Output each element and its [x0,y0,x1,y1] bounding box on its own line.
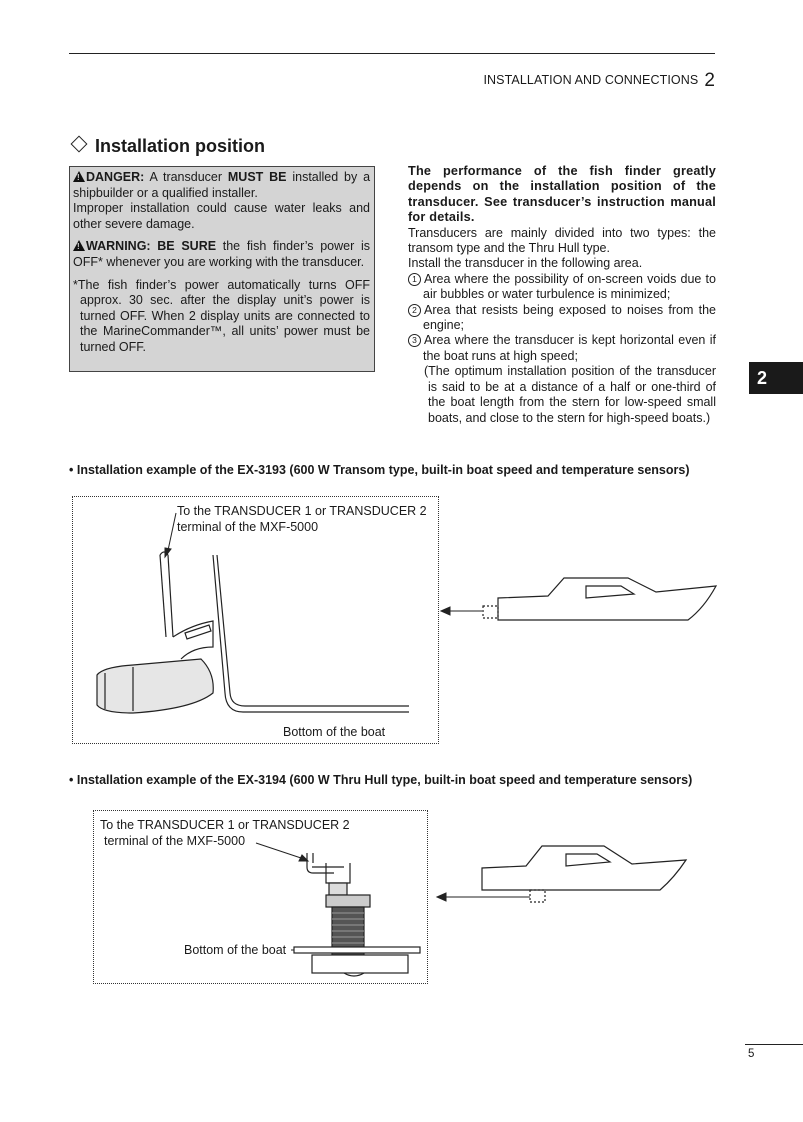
warning-text: the fish finder’s power is OFF* whenever you are working with the transducer. [73,239,370,269]
header-rule [69,53,715,54]
terminal-label-line2: terminal of the MXF-5000 [177,520,319,534]
figure-caption-ex3193: • Installation example of the EX-3193 (600 W Transom type, built-in boat speed and temperature sensors) [69,463,690,477]
terminal-label-line2: terminal of the MXF-5000 [104,834,246,848]
list-item [408,303,716,334]
chapter-tab: 2 [749,362,803,394]
boat-window [566,854,610,866]
warning-box [69,166,375,372]
danger-emphasis: MUST BE [227,170,287,184]
page-number: 5 [748,1048,755,1060]
figure-transom-diagram [72,496,439,744]
performance-lead: The performance of the fish finder greatly depends on the installation position of the transducer. See transducer’s instruction manual for details. [408,164,716,225]
list-item-text: Area where the possibility of on-screen voids due to air bubbles or water turbulence is minimized; [423,271,716,302]
optimum-position-note: (The optimum installation position of the transducer is said to be at a distance of a half or one-third of the boat length from the stern for low-speed small boats, and close to the stern for high-speed boats.) [424,364,716,425]
boat-side-view-transom [438,566,723,626]
warning-triangle-icon [73,240,85,251]
label-leader-line [256,843,304,859]
housing-nut [326,895,370,907]
transducer-cable [160,555,166,637]
running-header [483,68,715,90]
install-area-intro: Install the transducer in the following area. [408,256,643,271]
terminal-label-line1: To the TRANSDUCER 1 or TRANSDUCER 2 [100,818,350,832]
boat-side-view-thruhull [434,838,694,904]
danger-paragraph [73,170,370,232]
diamond-bullet-icon [71,136,88,153]
warning-triangle-icon [73,171,85,182]
list-item-text: Area that resists being exposed to noises from the engine; [423,302,716,333]
transducer-bracket [173,621,213,659]
boat-window [586,586,634,598]
transducer-position-marker [530,890,545,902]
arrow-left-icon [441,607,450,615]
hull-outer-line [213,555,409,712]
transducer-flange [312,955,408,973]
thruhull-cable [307,853,334,873]
gland-nut [329,883,347,895]
hull-section [294,947,420,953]
boat-hull [482,846,686,890]
section-title-text: Installation position [95,136,265,156]
bottom-of-boat-label: Bottom of the boat [184,943,287,957]
list-item-text: Area where the transducer is kept horizontal even if the boat runs at high speed; [423,333,716,363]
header-section-title: INSTALLATION AND CONNECTIONS [483,73,699,87]
circled-number: 1 [408,273,421,286]
transducer-position-marker [483,606,498,618]
power-note: *The fish finder’s power automatically turns OFF approx. 30 sec. after the display unit’s power is turned OFF. When 2 display units are connected to the MarineCommander™, all units’ power must be turned OFF. [73,277,370,354]
section-heading [69,136,265,157]
warning-label: WARNING: BE SURE [86,239,217,254]
footer-rule [745,1044,803,1045]
figure-caption-ex3194: • Installation example of the EX-3194 (600 W Thru Hull type, built-in boat speed and temperature sensors) [69,773,693,787]
danger-label: DANGER: [86,170,145,184]
hull-inner-line [217,555,409,706]
transom-transducer-drawing [73,497,440,745]
circled-number: 2 [408,304,421,317]
transducer-types: Transducers are mainly divided into two types: the transom type and the Thru Hull type. [408,225,716,256]
warning-paragraph [73,239,370,270]
list-item [408,333,716,364]
performance-notes [408,164,716,426]
thruhull-transducer-drawing [94,811,429,985]
header-chapter-number: 2 [704,70,715,91]
danger-text-line2: Improper installation could cause water leaks and other severe damage. [73,201,370,231]
danger-text-post: installed by a shipbuilder or a qualified installer. [73,170,371,200]
list-item [408,272,716,303]
arrow-left-icon [437,893,446,901]
transducer-body [97,659,213,713]
circled-number: 3 [408,334,421,347]
bottom-of-boat-label: Bottom of the boat [283,725,386,739]
boat-hull [498,578,716,620]
figure-thruhull-diagram [93,810,428,984]
danger-text-pre: A transducer [144,170,228,184]
terminal-label-line1: To the TRANSDUCER 1 or TRANSDUCER 2 [177,504,427,518]
